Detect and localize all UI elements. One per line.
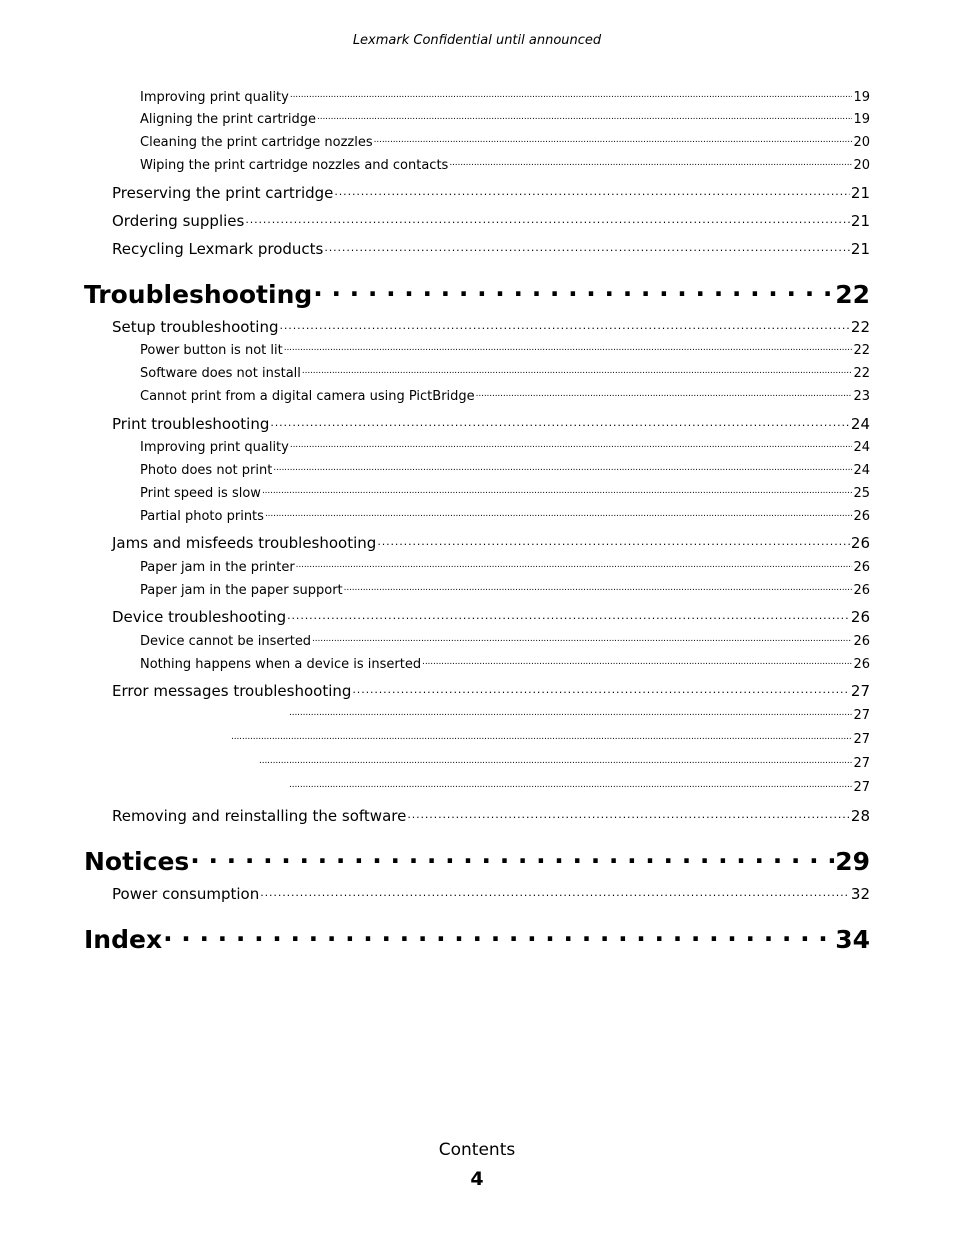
toc-dot-leader bbox=[270, 414, 850, 429]
toc-dot-leader bbox=[259, 754, 852, 767]
toc-dot-leader bbox=[280, 317, 850, 332]
toc-entry[interactable] bbox=[140, 88, 870, 104]
toc-dot-leader bbox=[287, 607, 850, 622]
toc-entry-page: 26 bbox=[853, 509, 870, 524]
toc-entry[interactable] bbox=[112, 183, 870, 201]
toc-entry[interactable] bbox=[140, 438, 870, 454]
toc-entry-title: Error messages troubleshooting bbox=[112, 682, 352, 700]
toc-dot-leader bbox=[449, 156, 852, 169]
toc-entry-page: 34 bbox=[835, 925, 870, 954]
toc-entry-page: 21 bbox=[850, 184, 870, 202]
toc-dot-leader bbox=[476, 387, 853, 400]
toc-entry-title: Ordering supplies bbox=[112, 212, 245, 230]
toc-entry-page: 27 bbox=[853, 780, 870, 795]
footer-page-number: 4 bbox=[470, 1168, 484, 1190]
toc-entry-page: 22 bbox=[835, 280, 870, 309]
toc-entry-title: Setup troubleshooting bbox=[112, 318, 279, 336]
toc-entry-page: 26 bbox=[853, 657, 870, 672]
toc-entry[interactable] bbox=[140, 156, 870, 172]
toc-dot-leader bbox=[407, 806, 850, 821]
toc-entry[interactable] bbox=[140, 655, 870, 671]
toc-entry-title: Print speed is slow bbox=[140, 486, 261, 501]
toc-entry-title: Power consumption bbox=[112, 885, 260, 903]
toc-entry-page: 27 bbox=[853, 756, 870, 771]
toc-entry-page: 22 bbox=[853, 366, 870, 381]
toc-entry-title: Jams and misfeeds troubleshooting bbox=[112, 534, 377, 552]
toc-dot-leader bbox=[296, 558, 853, 571]
toc-entry-page: 21 bbox=[850, 212, 870, 230]
toc-entry[interactable] bbox=[230, 730, 870, 746]
toc-entry[interactable] bbox=[112, 884, 870, 902]
toc-entry[interactable] bbox=[140, 110, 870, 126]
toc-dot-leader bbox=[422, 655, 852, 668]
toc-dot-leader bbox=[313, 279, 834, 303]
toc-entry-title: Wiping the print cartridge nozzles and contacts bbox=[140, 158, 449, 173]
toc-entry[interactable] bbox=[288, 706, 870, 722]
toc-dot-leader bbox=[245, 211, 850, 226]
toc-entry[interactable] bbox=[112, 317, 870, 335]
footer-section-label: Contents bbox=[438, 1140, 516, 1160]
toc-entry-title: Photo does not print bbox=[140, 463, 273, 478]
toc-entry-title: Device troubleshooting bbox=[112, 608, 287, 626]
toc-entry[interactable] bbox=[140, 341, 870, 357]
toc-entry-title: Recycling Lexmark products bbox=[112, 240, 324, 258]
toc-entry-title: Software does not install bbox=[140, 366, 301, 381]
toc-entry-title: Paper jam in the paper support bbox=[140, 583, 343, 598]
toc-entry-page: 20 bbox=[853, 135, 870, 150]
toc-dot-leader bbox=[290, 88, 853, 101]
toc-dot-leader bbox=[262, 484, 853, 497]
toc-dot-leader bbox=[260, 884, 850, 899]
toc-entry-title: Partial photo prints bbox=[140, 509, 264, 524]
toc-entry[interactable] bbox=[112, 239, 870, 257]
toc-entry[interactable] bbox=[84, 846, 870, 876]
toc-dot-leader bbox=[265, 507, 853, 520]
toc-dot-leader bbox=[352, 681, 850, 696]
toc-entry[interactable] bbox=[112, 681, 870, 699]
toc-entry-page: 23 bbox=[853, 389, 870, 404]
toc-entry-page: 22 bbox=[853, 343, 870, 358]
toc-entry-page: 19 bbox=[853, 90, 870, 105]
toc-entry-page: 27 bbox=[853, 732, 870, 747]
toc-entry[interactable] bbox=[112, 607, 870, 625]
toc-entry-title: Paper jam in the printer bbox=[140, 560, 295, 575]
toc-entry-page: 26 bbox=[850, 534, 870, 552]
toc-entry-page: 25 bbox=[853, 486, 870, 501]
toc-entry-page: 27 bbox=[853, 708, 870, 723]
toc-dot-leader bbox=[377, 533, 850, 548]
toc-entry-page: 26 bbox=[853, 560, 870, 575]
toc-entry[interactable] bbox=[140, 387, 870, 403]
toc-entry-page: 22 bbox=[850, 318, 870, 336]
toc-dot-leader bbox=[273, 461, 852, 474]
toc-entry-page: 24 bbox=[853, 440, 870, 455]
toc-entry[interactable] bbox=[112, 806, 870, 824]
toc-entry[interactable] bbox=[140, 632, 870, 648]
toc-dot-leader bbox=[284, 341, 853, 354]
toc-entry[interactable] bbox=[112, 533, 870, 551]
toc-entry[interactable] bbox=[84, 279, 870, 309]
toc-dot-leader bbox=[290, 438, 853, 451]
toc-entry-page: 19 bbox=[853, 112, 870, 127]
toc-entry-page: 26 bbox=[853, 583, 870, 598]
toc-entry[interactable] bbox=[140, 581, 870, 597]
toc-dot-leader bbox=[312, 632, 852, 645]
toc-entry-title: Troubleshooting bbox=[84, 280, 313, 309]
toc-entry[interactable] bbox=[140, 484, 870, 500]
toc-entry-page: 24 bbox=[853, 463, 870, 478]
toc-dot-leader bbox=[231, 730, 852, 743]
toc-entry-title: Notices bbox=[84, 847, 190, 876]
toc-dot-leader bbox=[374, 133, 853, 146]
toc-entry[interactable] bbox=[258, 754, 870, 770]
toc-entry[interactable] bbox=[140, 364, 870, 380]
toc-entry-page: 29 bbox=[835, 847, 870, 876]
toc-entry[interactable] bbox=[140, 507, 870, 523]
toc-entry[interactable] bbox=[140, 133, 870, 149]
toc-dot-leader bbox=[289, 778, 852, 791]
toc-entry-page: 28 bbox=[850, 807, 870, 825]
toc-entry-title: Cannot print from a digital camera using PictBridge bbox=[140, 389, 475, 404]
toc-entry-page: 26 bbox=[853, 634, 870, 649]
toc-entry-title: Aligning the print cartridge bbox=[140, 112, 317, 127]
toc-entry-title: Index bbox=[84, 925, 163, 954]
toc-entry-page: 32 bbox=[850, 885, 870, 903]
toc-entry-title: Preserving the print cartridge bbox=[112, 184, 334, 202]
toc-entry-page: 26 bbox=[850, 608, 870, 626]
toc-entry[interactable] bbox=[112, 211, 870, 229]
toc-dot-leader bbox=[334, 183, 850, 198]
toc-entry-title: Improving print quality bbox=[140, 440, 289, 455]
toc-entry-title: Cleaning the print cartridge nozzles bbox=[140, 135, 373, 150]
toc-entry-title: Device cannot be inserted bbox=[140, 634, 312, 649]
toc-entry[interactable] bbox=[140, 461, 870, 477]
toc-entry[interactable] bbox=[288, 778, 870, 794]
toc-entry-title: Nothing happens when a device is inserted bbox=[140, 657, 422, 672]
toc-dot-leader bbox=[289, 706, 852, 719]
toc-entry[interactable] bbox=[84, 924, 870, 954]
toc-entry-title: Print troubleshooting bbox=[112, 415, 270, 433]
toc-entry-title: Removing and reinstalling the software bbox=[112, 807, 407, 825]
toc-dot-leader bbox=[324, 239, 850, 254]
toc-dot-leader bbox=[163, 924, 834, 948]
toc-entry-page: 27 bbox=[850, 682, 870, 700]
toc-entry[interactable] bbox=[140, 558, 870, 574]
toc-entry-page: 20 bbox=[853, 158, 870, 173]
toc-dot-leader bbox=[302, 364, 853, 377]
toc-entry-title: Improving print quality bbox=[140, 90, 289, 105]
toc-entry-title: Power button is not lit bbox=[140, 343, 283, 358]
toc-entry-page: 21 bbox=[850, 240, 870, 258]
toc-entry-page: 24 bbox=[850, 415, 870, 433]
toc-entry[interactable] bbox=[112, 414, 870, 432]
page-header: Lexmark Confidential until announced bbox=[352, 33, 602, 48]
toc-dot-leader bbox=[190, 846, 834, 870]
toc-dot-leader bbox=[317, 110, 852, 123]
toc-dot-leader bbox=[344, 581, 853, 594]
